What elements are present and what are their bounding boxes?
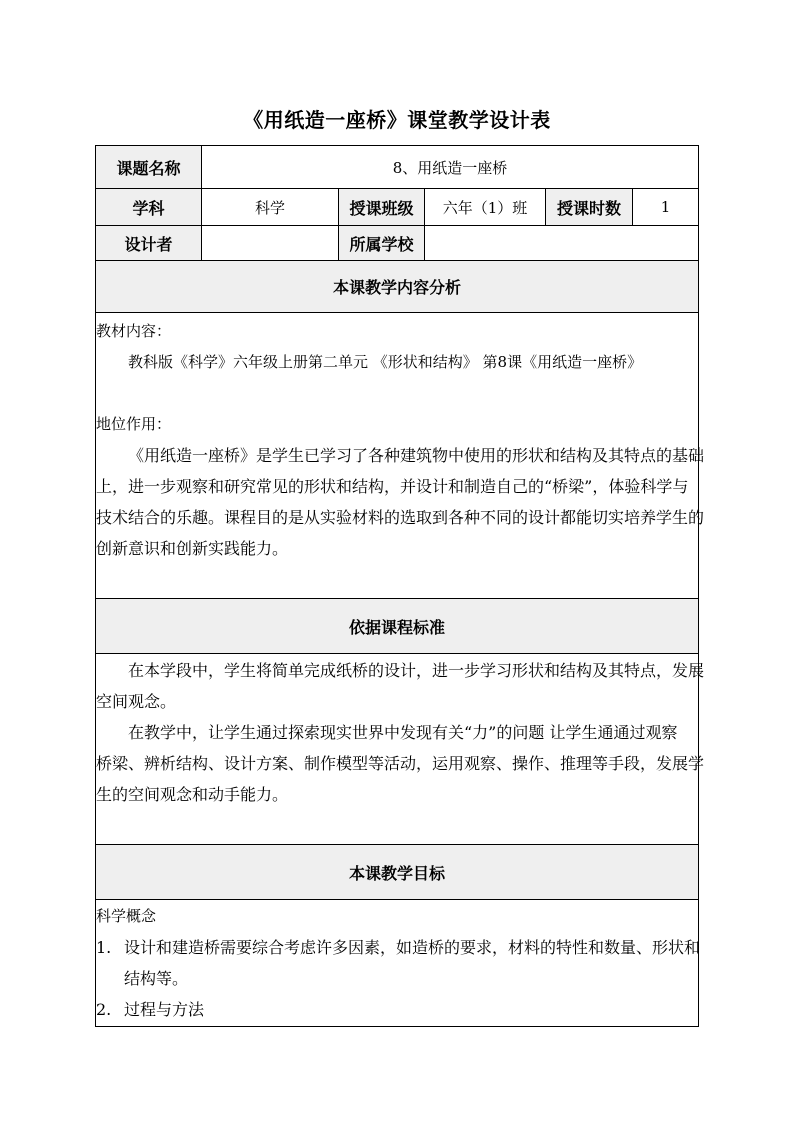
- table-right-border: [698, 145, 699, 1027]
- class-label: 授课班级: [349, 198, 414, 218]
- role-label: 地位作用：: [96, 415, 172, 433]
- objective-2-number: 2.: [96, 1000, 112, 1019]
- subject-label: 学科: [132, 198, 165, 218]
- standards-heading: 依据课程标准: [348, 617, 445, 637]
- objective-1-number: 1.: [96, 938, 112, 957]
- role-line-1: 《用纸造一座桥》是学生已学习了各种建筑物中使用的形状和结构及其特点的基础: [128, 446, 705, 465]
- table-bottom-border: [95, 1026, 699, 1027]
- standards-para2-line2: 桥梁、辨析结构、设计方案、制作模型等活动，运用观察、操作、推理等手段，发展学: [96, 754, 705, 773]
- hours-label: 授课时数: [556, 198, 621, 218]
- designer-value: [202, 226, 338, 260]
- objective-2-text: 过程与方法: [124, 1000, 205, 1019]
- row-divider: [95, 653, 699, 654]
- objectives-heading: 本课教学目标: [348, 863, 445, 883]
- school-value: [425, 226, 698, 260]
- role-line-4: 创新意识和创新实践能力。: [96, 539, 289, 558]
- standards-para1-line2: 空间观念。: [96, 692, 177, 711]
- class-value: 六年（1）班: [442, 198, 528, 217]
- material-label: 教材内容：: [96, 322, 172, 340]
- concept-label: 科学概念: [96, 907, 157, 925]
- designer-label: 设计者: [124, 234, 173, 254]
- objective-1-line2: 结构等。: [124, 969, 189, 988]
- page-title: 《用纸造一座桥》课堂教学设计表: [243, 108, 551, 132]
- standards-para2-line3: 生的空间观念和动手能力。: [96, 785, 289, 804]
- content-analysis-heading: 本课教学内容分析: [332, 278, 461, 297]
- objective-1-line1: 设计和建造桥需要综合考虑许多因素，如造桥的要求，材料的特性和数量、形状和: [124, 938, 701, 957]
- role-line-3: 技术结合的乐趣。课程目的是从实验材料的选取到各种不同的设计都能切实培养学生的: [96, 508, 705, 527]
- material-text: 教科版《科学》六年级上册第二单元 《形状和结构》 第8课《用纸造一座桥》: [128, 353, 643, 371]
- school-label: 所属学校: [349, 234, 414, 254]
- hours-value: 1: [660, 198, 671, 216]
- row-divider: [95, 312, 699, 313]
- row-divider: [95, 899, 699, 900]
- role-line-2: 上，进一步观察和研究常见的形状和结构，并设计和制造自己的“桥梁”，体验科学与: [96, 477, 689, 496]
- standards-para1-line1: 在本学段中，学生将简单完成纸桥的设计，进一步学习形状和结构及其特点，发展: [128, 661, 705, 680]
- subject-value: 科学: [254, 198, 285, 217]
- topic-label: 课题名称: [116, 158, 181, 178]
- standards-para2-line1: 在教学中，让学生通过探索现实世界中发现有关“力”的问题 让学生通通过观察: [128, 723, 678, 742]
- topic-value: 8、用纸造一座桥: [392, 158, 508, 177]
